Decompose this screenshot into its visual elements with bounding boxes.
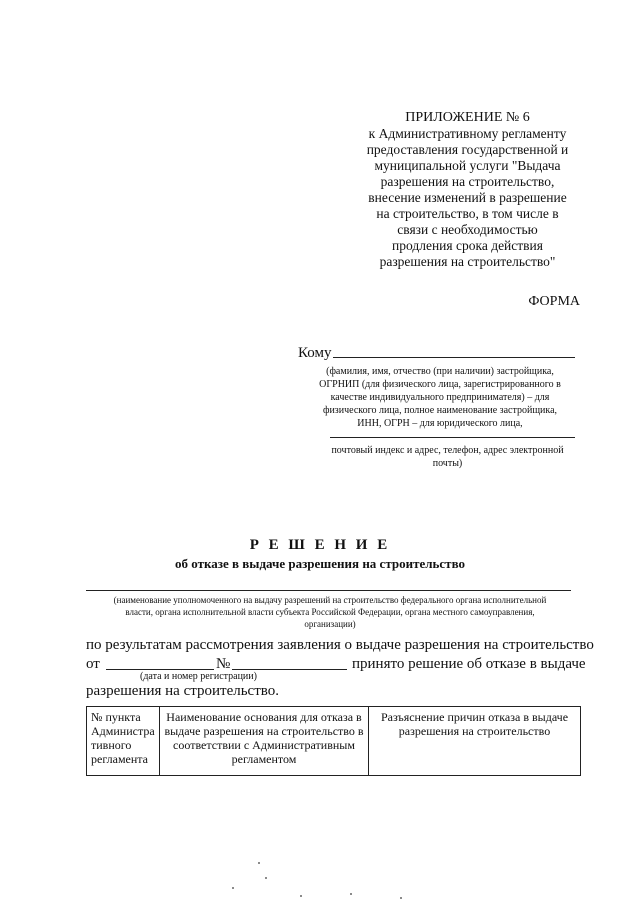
appendix-line: разрешения на строительство" xyxy=(379,254,556,269)
recipient-hint: ОГРНИП (для физического лица, зарегистрированного в xyxy=(319,379,561,390)
table-header-row xyxy=(87,707,581,776)
recipient-field-line[interactable] xyxy=(333,357,575,358)
table-header-cell xyxy=(87,707,160,776)
authority-hint: (наименование уполномоченного на выдачу разрешений на строительство федерального органа исполнительной xyxy=(113,595,547,605)
authority-hint: организации) xyxy=(304,619,356,629)
address-hint: почтовый индекс и адрес, телефон, адрес электронной xyxy=(331,445,564,456)
appendix-line: предоставления государственной и xyxy=(366,142,569,157)
recipient-label: Кому xyxy=(298,345,332,361)
scan-speck xyxy=(400,897,402,899)
authority-field-line[interactable] xyxy=(86,590,571,591)
appendix-line: внесение изменений в разрешение xyxy=(368,190,567,205)
from-label: от xyxy=(86,656,100,672)
address-hint: почты) xyxy=(432,458,463,469)
recipient-hint: (фамилия, имя, отчество (при наличии) застройщика, xyxy=(326,366,554,377)
recipient-hint: физического лица, полное наименование застройщика, xyxy=(322,405,558,416)
appendix-line: разрешения на строительство, xyxy=(380,174,555,189)
table-header-line: регламента xyxy=(91,752,149,766)
table-header-line: тивного xyxy=(91,738,132,752)
scan-speck xyxy=(258,862,260,864)
address-field-line[interactable] xyxy=(330,437,575,438)
appendix-line: продления срока действия xyxy=(392,238,543,253)
appendix-line: на строительство, в том числе в xyxy=(376,206,559,221)
decision-title: Р Е Ш Е Н И Е xyxy=(249,537,391,553)
recipient-hint: качестве индивидуального предпринимателя) – для xyxy=(330,392,550,403)
table-header-line: № пункта xyxy=(91,710,141,724)
table-header-cell: Наименование основания для отказа в выдаче разрешения на строительство в соответствии с Административным регламентом xyxy=(160,707,369,776)
decision-subtitle: об отказе в выдаче разрешения на строительство xyxy=(175,556,465,571)
appendix-line: муниципальной услуги "Выдача xyxy=(374,158,561,173)
table-header-line: Администра xyxy=(91,724,155,738)
authority-hint: власти, органа исполнительной власти субъекта Российской Федерации, органа местного самоуправления, xyxy=(125,607,535,617)
form-label: ФОРМА xyxy=(528,294,580,309)
appendix-line: к Административному регламенту xyxy=(368,126,567,141)
body-line-3: разрешения на строительство. xyxy=(86,683,279,699)
table-header-cell: Разъяснение причин отказа в выдаче разрешения на строительство xyxy=(369,707,581,776)
appendix-title: ПРИЛОЖЕНИЕ № 6 xyxy=(405,110,530,125)
scan-speck xyxy=(265,877,267,879)
date-hint: (дата и номер регистрации) xyxy=(140,671,257,682)
scan-speck xyxy=(232,887,234,889)
number-sign: № xyxy=(216,656,231,672)
recipient-hint: ИНН, ОГРН – для юридического лица, xyxy=(357,418,523,429)
body-line-1: по результатам рассмотрения заявления о выдаче разрешения на строительство xyxy=(86,637,594,653)
scan-speck xyxy=(300,895,302,897)
scan-speck xyxy=(350,893,352,895)
decision-text: принято решение об отказе в выдаче xyxy=(352,656,586,672)
reasons-table xyxy=(86,706,581,776)
appendix-line: связи с необходимостью xyxy=(397,222,538,237)
